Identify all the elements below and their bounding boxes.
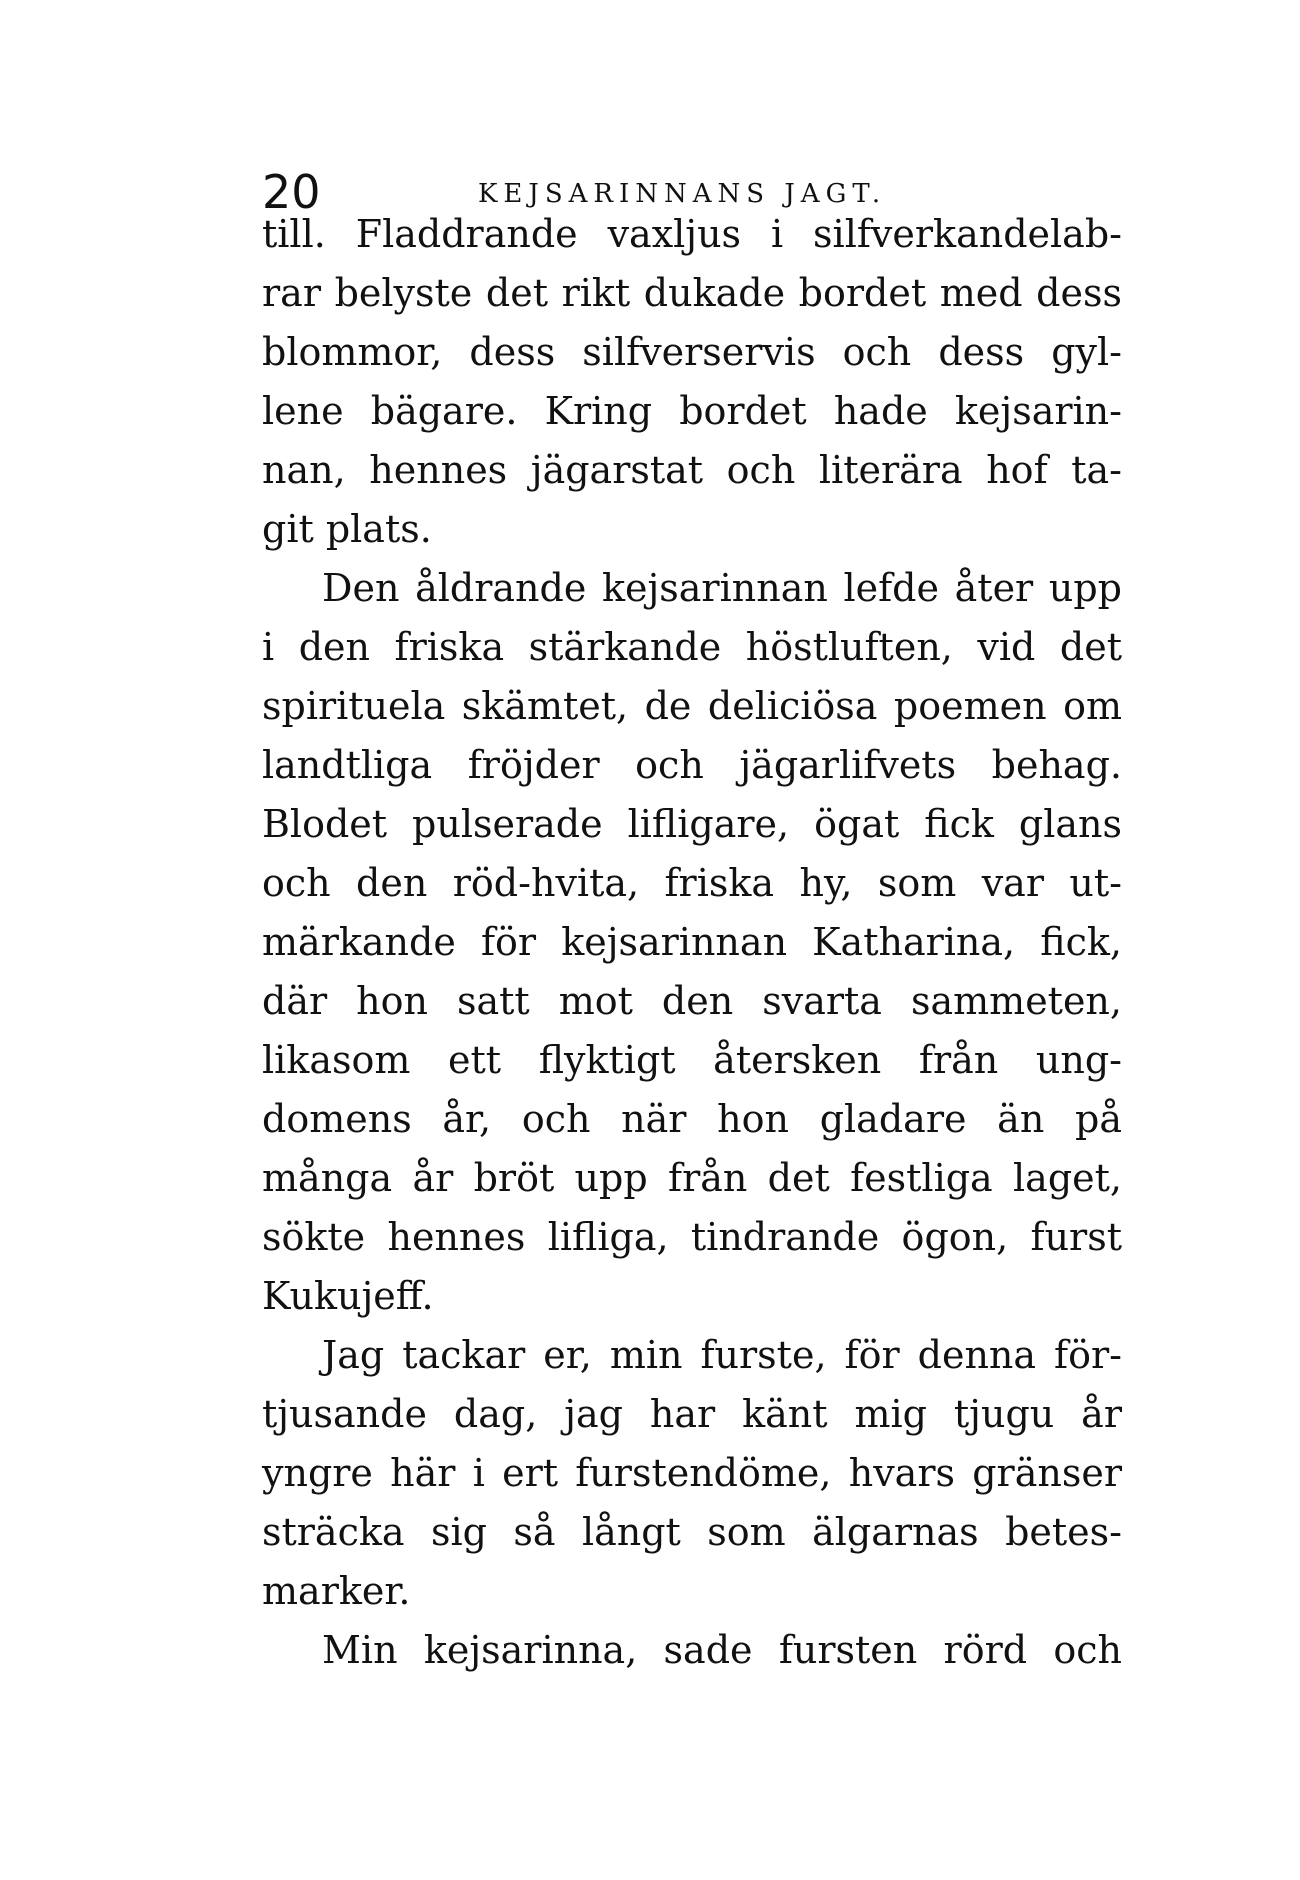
text-line: Kukujeff. xyxy=(262,1274,434,1318)
text-line: likasom ett flyktigt återsken från ung- xyxy=(262,1038,1122,1082)
text-line: sökte hennes lifliga, tindrande ögon, furst xyxy=(262,1215,1122,1259)
text-line: sträcka sig så långt som älgarnas betes- xyxy=(262,1510,1122,1554)
text-line: i den friska stärkande höstluften, vid det xyxy=(262,625,1122,669)
text-line: yngre här i ert furstendöme, hvars gränser xyxy=(262,1451,1122,1495)
text-line: Jag tackar er, min furste, för denna för- xyxy=(322,1333,1122,1377)
text-line: Blodet pulserade lifligare, ögat fick glans xyxy=(262,802,1122,846)
running-head: KEJSARINNANS JAGT. xyxy=(478,179,887,209)
text-line: domens år, och när hon gladare än på xyxy=(262,1097,1122,1141)
text-line: lene bägare. Kring bordet hade kejsarin- xyxy=(262,389,1122,433)
text-line: marker. xyxy=(262,1569,411,1613)
text-line: spirituela skämtet, de deliciösa poemen om xyxy=(262,684,1122,728)
text-line: landtliga fröjder och jägarlifvets behag. xyxy=(262,743,1122,787)
page-number: 20 xyxy=(262,165,321,219)
text-line: till. Fladdrande vaxljus i silfverkandelab- xyxy=(262,212,1122,256)
text-line: och den röd-hvita, friska hy, som var ut- xyxy=(262,861,1122,905)
text-line: Min kejsarinna, sade fursten rörd och xyxy=(322,1628,1122,1672)
text-line: Den åldrande kejsarinnan lefde åter upp xyxy=(322,566,1122,610)
text-line: blommor, dess silfverservis och dess gyl- xyxy=(262,330,1122,374)
text-line: märkande för kejsarinnan Katharina, fick, xyxy=(262,920,1122,964)
text-line: där hon satt mot den svarta sammeten, xyxy=(262,979,1122,1023)
text-line: tjusande dag, jag har känt mig tjugu år xyxy=(262,1392,1122,1436)
text-line: git plats. xyxy=(262,507,432,551)
text-line: nan, hennes jägarstat och literära hof ta- xyxy=(262,448,1122,492)
text-line: många år bröt upp från det festliga laget, xyxy=(262,1156,1122,1200)
text-line: rar belyste det rikt dukade bordet med dess xyxy=(262,271,1122,315)
